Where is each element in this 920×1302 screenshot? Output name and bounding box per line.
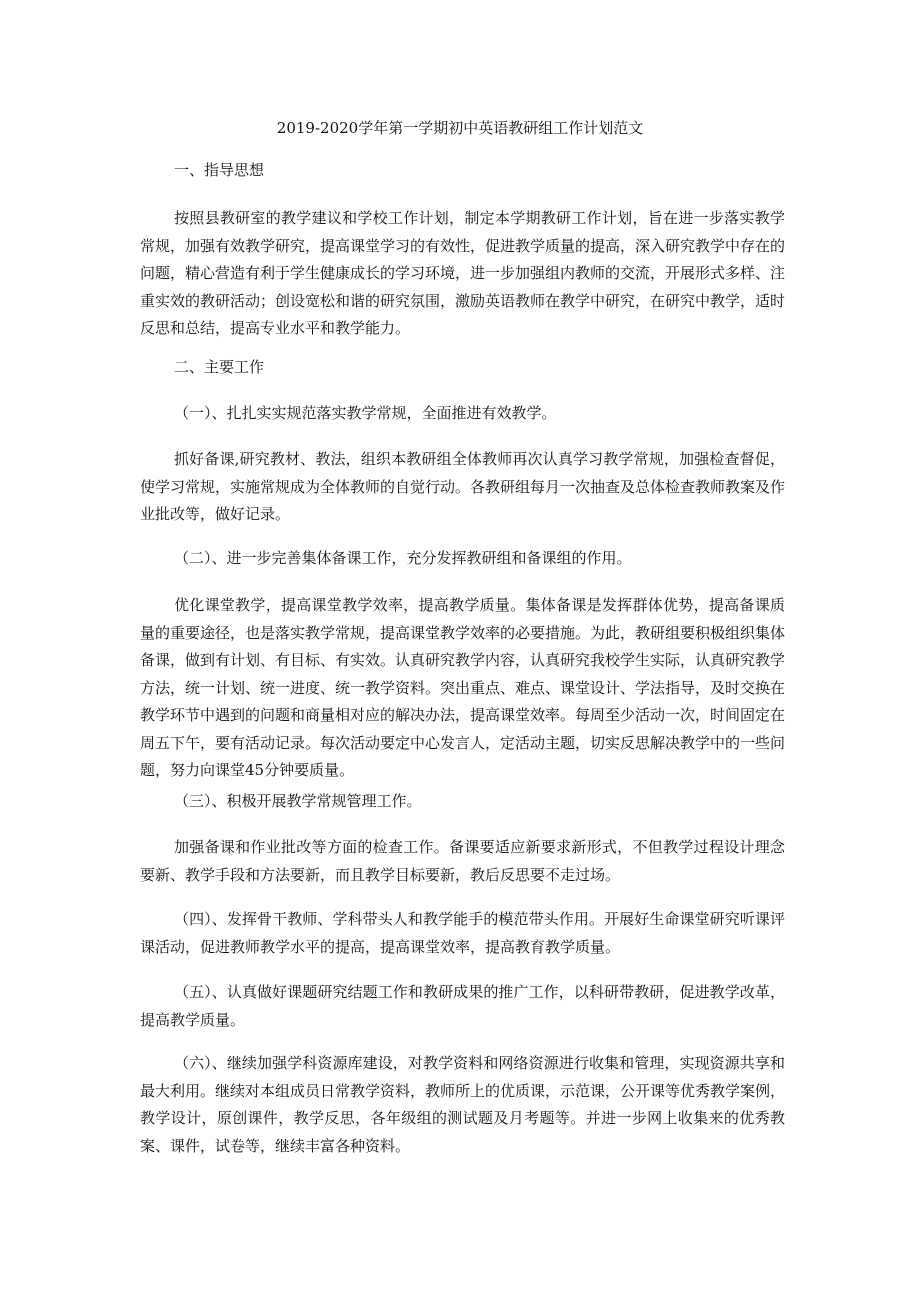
section-heading-guiding-ideology: 一、指导思想 xyxy=(174,161,265,179)
paragraph-item-1: 抓好备课,研究教材、教法，组织本教研组全体教师再次认真学习教学常规，加强检查督促，使学习常规，实施常规成为全体教师的自觉行动。各教研组每月一次抽查及总体检查教师教案及作业批改等，做好记录。 xyxy=(140,450,786,523)
paragraph-item-2: 优化课堂教学，提高课堂教学效率，提高教学质量。集体备课是发挥群体优势，提高备课质量的重要途径，也是落实教学常规，提高课堂教学效率的必要措施。为此，教研组要积极组织集体备课，做到有计划、有目标、有实效。认真研究教学内容，认真研究我校学生实际，认真研究教学方法，统一计划、统一进度、统一教学资料。突出重点、难点、课堂设计、学法指导，及时交换在教学环节中遇到的问题和商量相对应的解决办法，提高课堂效率。每周至少活动一次，时间固定在周五下午，要有活动记录。每次活动要定中心发言人，定活动主题，切实反思解决教学中的一些问题，努力向课堂45分钟要质量。 xyxy=(140,596,786,779)
paragraph-item-3: 加强备课和作业批改等方面的检查工作。备课要适应新要求新形式，不但教学过程设计理念要新、教学手段和方法要新，而且教学目标要新，教后反思要不走过场。 xyxy=(140,838,785,884)
section-heading-main-work: 二、主要工作 xyxy=(174,358,265,376)
document-title: 2019-2020学年第一学期初中英语教研组工作计划范文 xyxy=(276,119,644,137)
paragraph-item-4: （四）、发挥骨干教师、学科带头人和教学能手的模范带头作用。开展好生命课堂研究听课评课活动，促进教师教学水平的提高，提高课堂效率，提高教育教学质量。 xyxy=(140,910,785,956)
paragraph-item-6: （六）、继续加强学科资源库建设，对教学资料和网络资源进行收集和管理，实现资源共享和最大利用。继续对本组成员日常教学资料，教师所上的优质课，示范课，公开课等优秀教学案例，教学设计，原创课件，教学反思，各年级组的测试题及月考题等。并进一步网上收集来的优秀教案、课件，试卷等，继续丰富各种资料。 xyxy=(140,1054,786,1155)
subheading-item-1: （一）、扎扎实实规范落实教学常规，全面推进有效教学。 xyxy=(174,404,557,422)
subheading-item-3: （三）、积极开展教学常规管理工作。 xyxy=(174,792,422,810)
paragraph-guiding-ideology: 按照县教研室的教学建议和学校工作计划，制定本学期教研工作计划，旨在进一步落实教学常规，加强有效教学研究，提高课堂学习的有效性，促进教学质量的提高，深入研究教学中存在的问题，精心营造有利于学生健康成长的学习环境，进一步加强组内教师的交流，开展形式多样、注重实效的教研活动；创设宽松和谐的研究氛围，激励英语教师在教学中研究，在研究中教学，适时反思和总结，提高专业水平和教学能力。 xyxy=(140,209,786,337)
subheading-item-2: （二）、进一步完善集体备课工作，充分发挥教研组和备课组的作用。 xyxy=(174,549,632,567)
paragraph-item-5: （五）、认真做好课题研究结题工作和教研成果的推广工作，以科研带教研，促进教学改革，提高教学质量。 xyxy=(140,983,785,1029)
